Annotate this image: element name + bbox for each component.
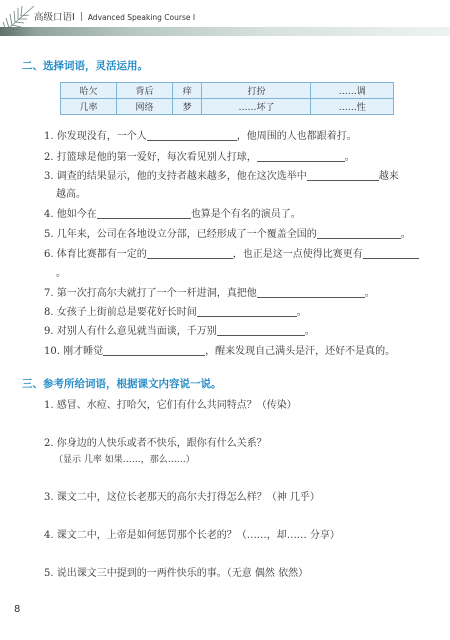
discussion-question-4: 4. 课文二中，上帝是如何惩罚那个长老的？（……，却…… 分享） xyxy=(44,530,340,541)
word-cell: ……坏了 xyxy=(202,99,311,115)
question-text: 越来 xyxy=(378,171,399,182)
word-cell: 几率 xyxy=(61,99,117,115)
word-bank-row xyxy=(61,99,394,115)
question-text: 6. 体育比赛都有一定的 xyxy=(44,249,147,260)
question-text: 4. 他如今在 xyxy=(44,209,97,220)
question-text: 。 xyxy=(56,268,66,279)
word-cell: 背后 xyxy=(116,83,172,99)
answer-blank[interactable] xyxy=(257,286,365,298)
question-text: 10. 刚才睡觉 xyxy=(44,346,104,357)
word-cell: 痒 xyxy=(172,83,201,99)
discussion-question-5: 5. 说出课文三中提到的一两件快乐的事。（无意 偶然 依然） xyxy=(44,568,309,579)
page-number: 8 xyxy=(14,604,21,615)
exercise-question-5 xyxy=(44,225,411,240)
answer-blank[interactable] xyxy=(257,150,345,162)
header-bar xyxy=(0,27,450,36)
word-cell: ……调 xyxy=(311,83,394,99)
question-text: 3. 调查的结果显示，他的支持者越来越多，他在这次选举中 xyxy=(44,171,307,182)
question-text: 5. 几年来，公司在各地设立分部，已经形成了一个覆盖全国的 xyxy=(44,229,317,240)
discussion-question-1: 1. 感冒、水痘、打哈欠，它们有什么共同特点？（传染） xyxy=(44,400,297,411)
question-text: 。 xyxy=(400,229,411,240)
answer-blank[interactable] xyxy=(317,227,401,239)
question-text: ，醒来发现自己满头是汗，还好不是真的。 xyxy=(205,346,396,357)
question-text: 。 xyxy=(296,307,307,318)
discussion-question-3: 3. 课文二中，这位长老那天的高尔夫打得怎么样？（神 几乎） xyxy=(44,492,320,503)
header-title-cn: 高级口语Ⅰ xyxy=(34,12,75,23)
page-header xyxy=(0,0,450,38)
question-text: 。 xyxy=(364,288,375,299)
discussion-question-2: 2. 你身边的人快乐或者不快乐，跟你有什么关系？ xyxy=(44,438,267,449)
question-text: ，他周围的人也都跟着打。 xyxy=(236,131,357,142)
exercise-question-4 xyxy=(44,205,301,220)
header-title-en: Advanced Speaking Course Ⅰ xyxy=(87,13,196,22)
answer-blank[interactable] xyxy=(147,129,237,141)
question-text: 。 xyxy=(304,326,315,337)
question-text: 也算是个有名的演员了。 xyxy=(190,209,301,220)
word-bank-table xyxy=(60,82,394,115)
question-3-continuation: 越高。 xyxy=(56,189,86,200)
exercise-question-7 xyxy=(44,284,375,299)
question-text: 8. 女孩子上街前总是要花好长时间 xyxy=(44,307,197,318)
section3-title: 三、参考所给词语，根据课文内容说一说。 xyxy=(22,378,222,390)
exercise-question-1 xyxy=(44,127,357,142)
question-text: 9. 对别人有什么意见就当面谈，千万别 xyxy=(44,326,217,337)
question-text: 2. 打篮球是他的第一爱好，每次看见别人打球， xyxy=(44,152,257,163)
answer-blank[interactable] xyxy=(97,207,191,219)
question-text: 7. 第一次打高尔夫就打了一个一杆进洞，真把他 xyxy=(44,288,257,299)
question-text: 。 xyxy=(344,152,355,163)
answer-blank[interactable] xyxy=(217,324,305,336)
word-cell: 哈欠 xyxy=(61,83,117,99)
word-cell: 网络 xyxy=(116,99,172,115)
word-cell: 打扮 xyxy=(202,83,311,99)
word-bank-row xyxy=(61,83,394,99)
word-cell: ……性 xyxy=(311,99,394,115)
answer-blank[interactable] xyxy=(363,247,419,259)
question-6-continuation xyxy=(56,264,66,279)
exercise-question-8 xyxy=(44,303,307,318)
exercise-question-10 xyxy=(44,342,395,357)
section2-title: 二、选择词语，灵活运用。 xyxy=(22,60,148,72)
question-text: 1. 你发现没有，一个人 xyxy=(44,131,147,142)
answer-blank[interactable] xyxy=(197,305,297,317)
word-cell: 梦 xyxy=(172,99,201,115)
exercise-question-3 xyxy=(44,167,399,182)
exercise-question-2 xyxy=(44,148,355,163)
answer-blank[interactable] xyxy=(147,247,233,259)
question-text: ，也正是这一点使得比赛更有 xyxy=(232,249,363,260)
exercise-question-9 xyxy=(44,322,315,337)
discussion-question-2-hint: （显示 几率 如果……，那么……） xyxy=(54,455,195,465)
exercise-question-6 xyxy=(44,245,419,260)
answer-blank[interactable] xyxy=(103,344,205,356)
header-title xyxy=(34,9,195,23)
answer-blank[interactable] xyxy=(307,169,379,181)
